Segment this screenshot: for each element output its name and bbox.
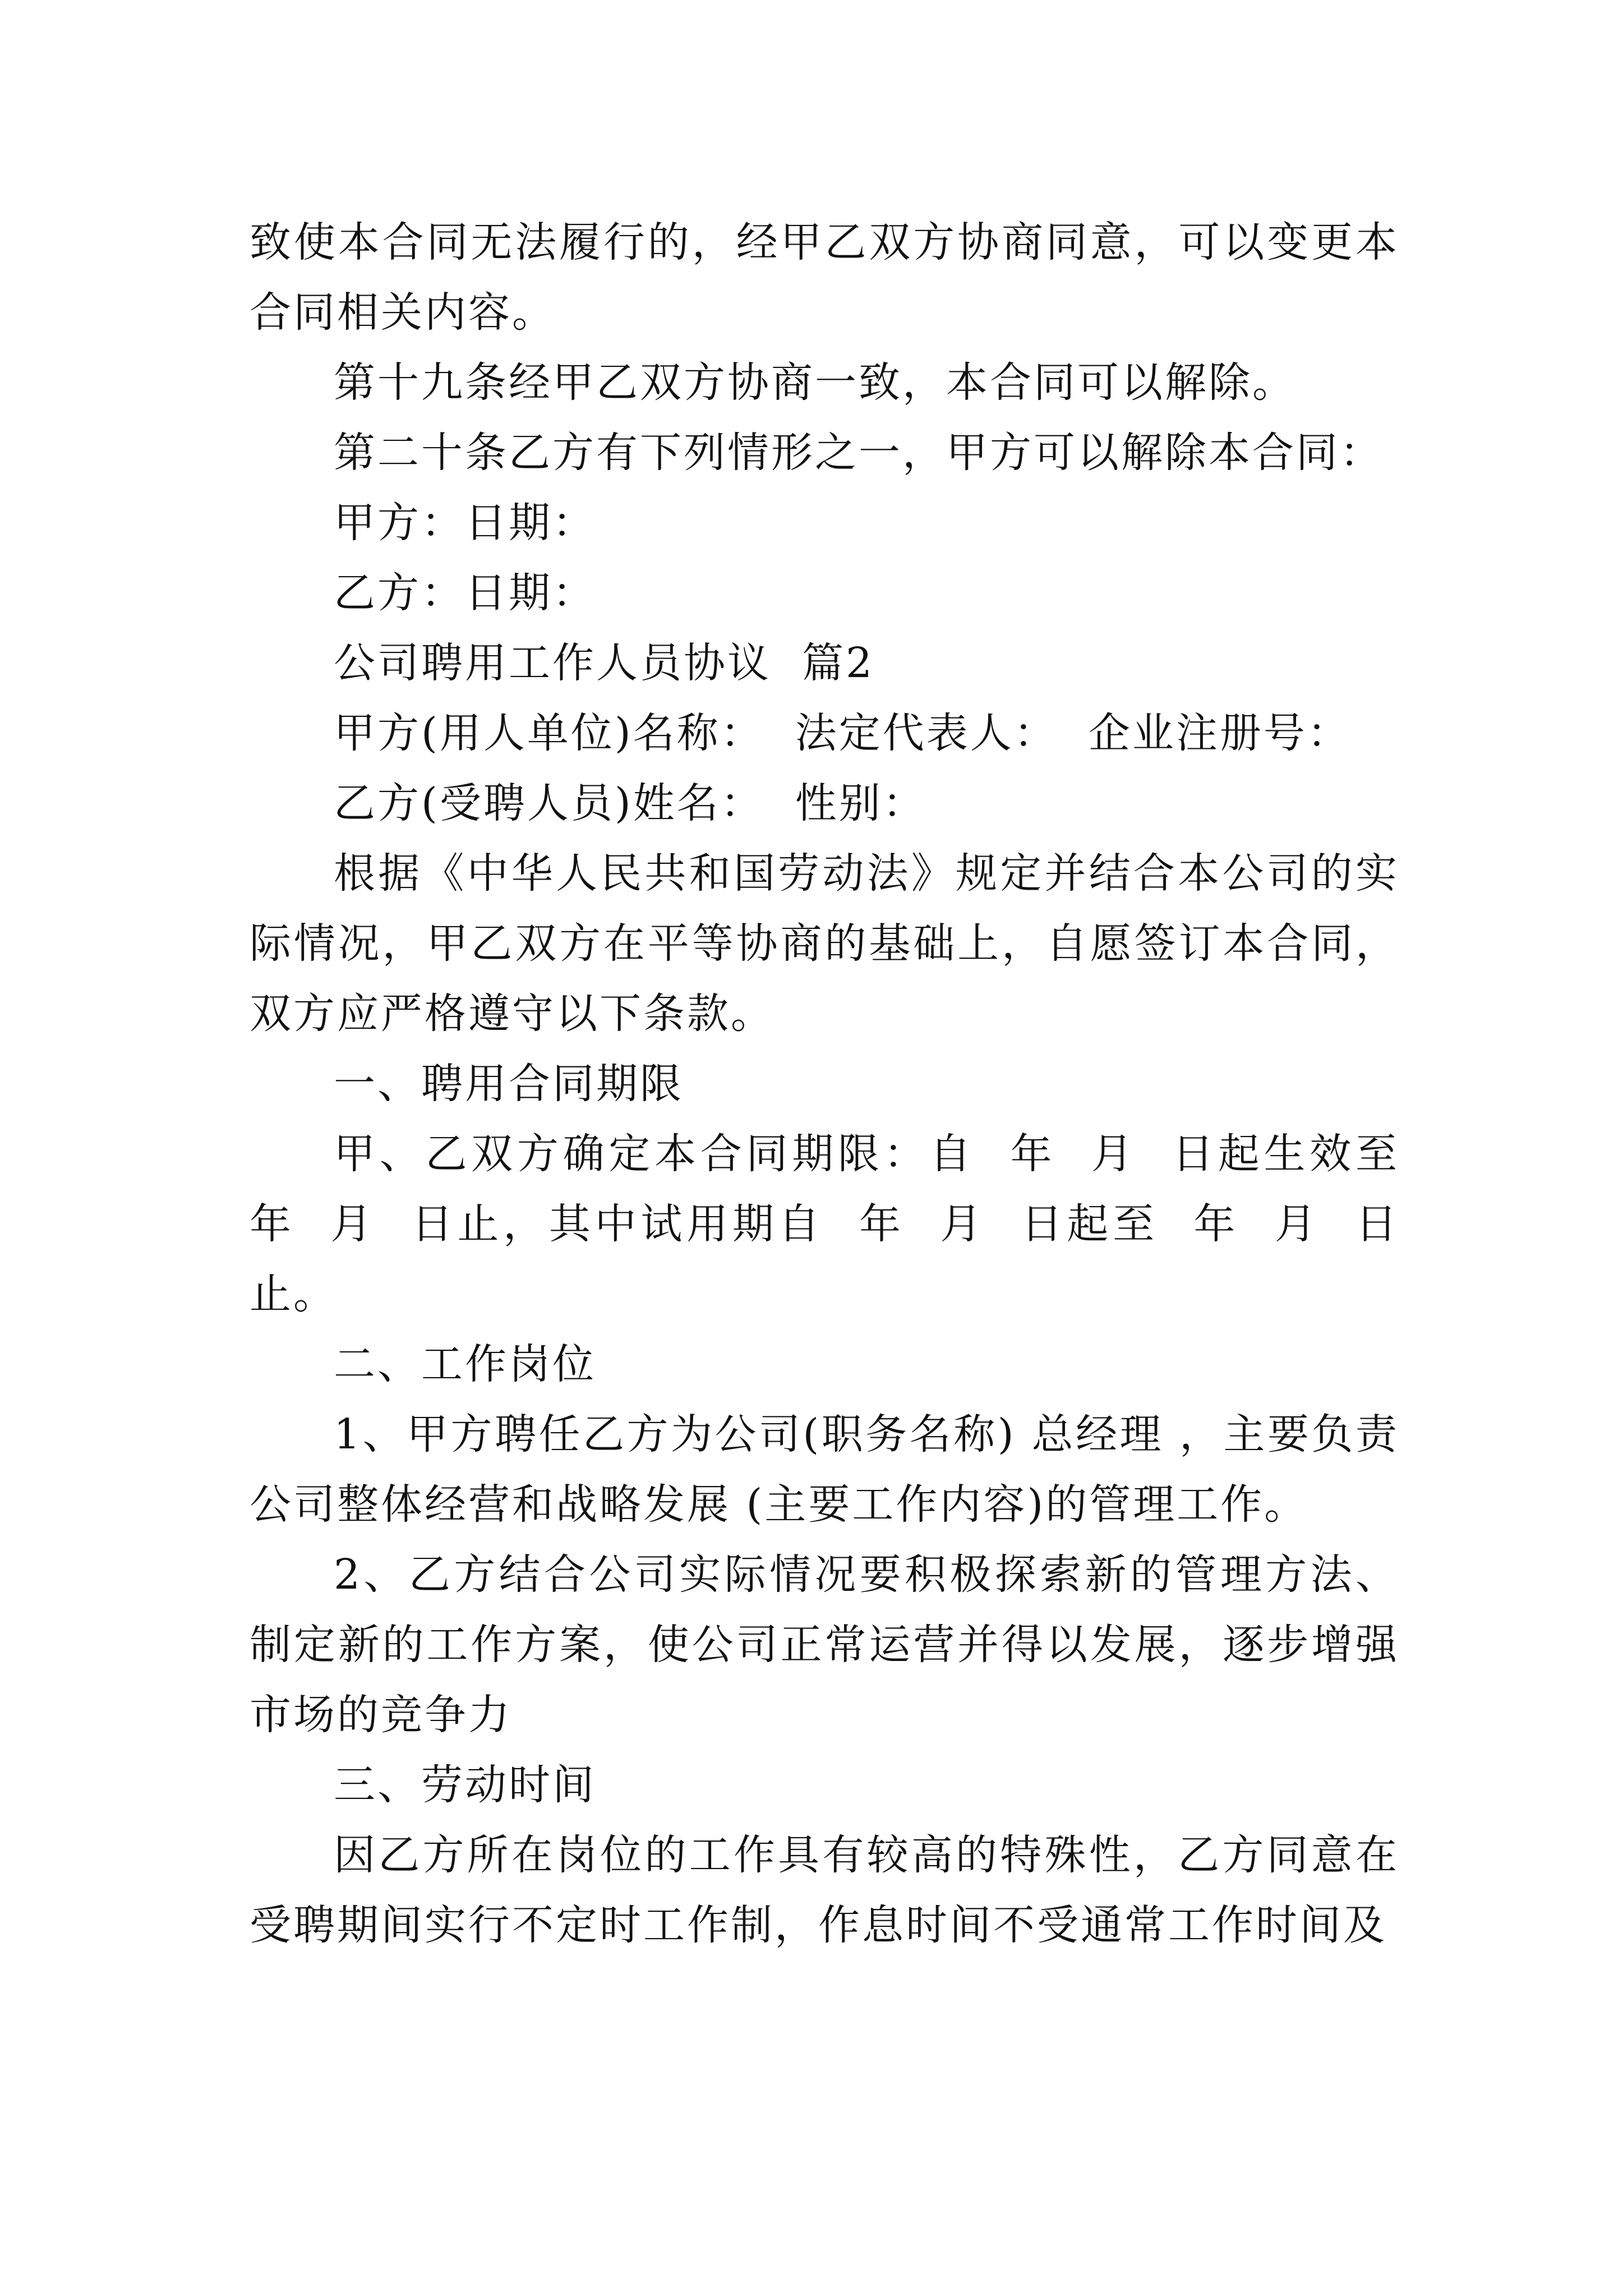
paragraph: 2、乙方结合公司实际情况要积极探索新的管理方法、制定新的工作方案，使公司正常运营并得以发展，逐步增强市场的竞争力 — [250, 1550, 1399, 1739]
paragraph: 因乙方所在岗位的工作具有较高的特殊性，乙方同意在受聘期间实行不定时工作制，作息时间不受通常工作时间及 — [250, 1831, 1399, 1949]
clause-heading: 一、聘用合同期限 — [334, 1060, 684, 1108]
party-b-info: 乙方(受聘人员)姓名： 性别： — [334, 779, 926, 827]
paragraph: 第二十条乙方有下列情形之一，甲方可以解除本合同： — [334, 429, 1384, 477]
signature-line-party-a: 甲方：日期： — [334, 499, 596, 547]
paragraph: 致使本合同无法履行的，经甲乙双方协商同意，可以变更本合同相关内容。 — [250, 218, 1399, 337]
paragraph: 第十九条经甲乙双方协商一致，本合同可以解除。 — [334, 358, 1296, 407]
paragraph: 1、甲方聘任乙方为公司(职务名称) 总经理 ，主要负责 公司整体经营和战略发展 (主要工作内容)的管理工作。 — [250, 1410, 1431, 1529]
signature-line-party-b: 乙方：日期： — [334, 569, 596, 617]
party-a-info: 甲方(用人单位)名称： 法定代表人： 企业注册号： — [334, 709, 1351, 757]
clause-heading: 三、劳动时间 — [334, 1761, 596, 1809]
document-body — [250, 208, 1431, 1961]
paragraph: 甲、乙双方确定本合同期限：自 年 月 日起生效至 年 月 日止，其中试用期自 年 月 日起至 年 月 日止。 — [250, 1130, 1431, 1318]
clause-heading: 二、工作岗位 — [334, 1340, 596, 1388]
section-title: 公司聘用工作人员协议 篇2 — [334, 639, 875, 687]
paragraph: 根据《中华人民共和国劳动法》规定并结合本公司的实际情况，甲乙双方在平等协商的基础上，自愿签订本合同，双方应严格遵守以下条款。 — [250, 849, 1399, 1038]
